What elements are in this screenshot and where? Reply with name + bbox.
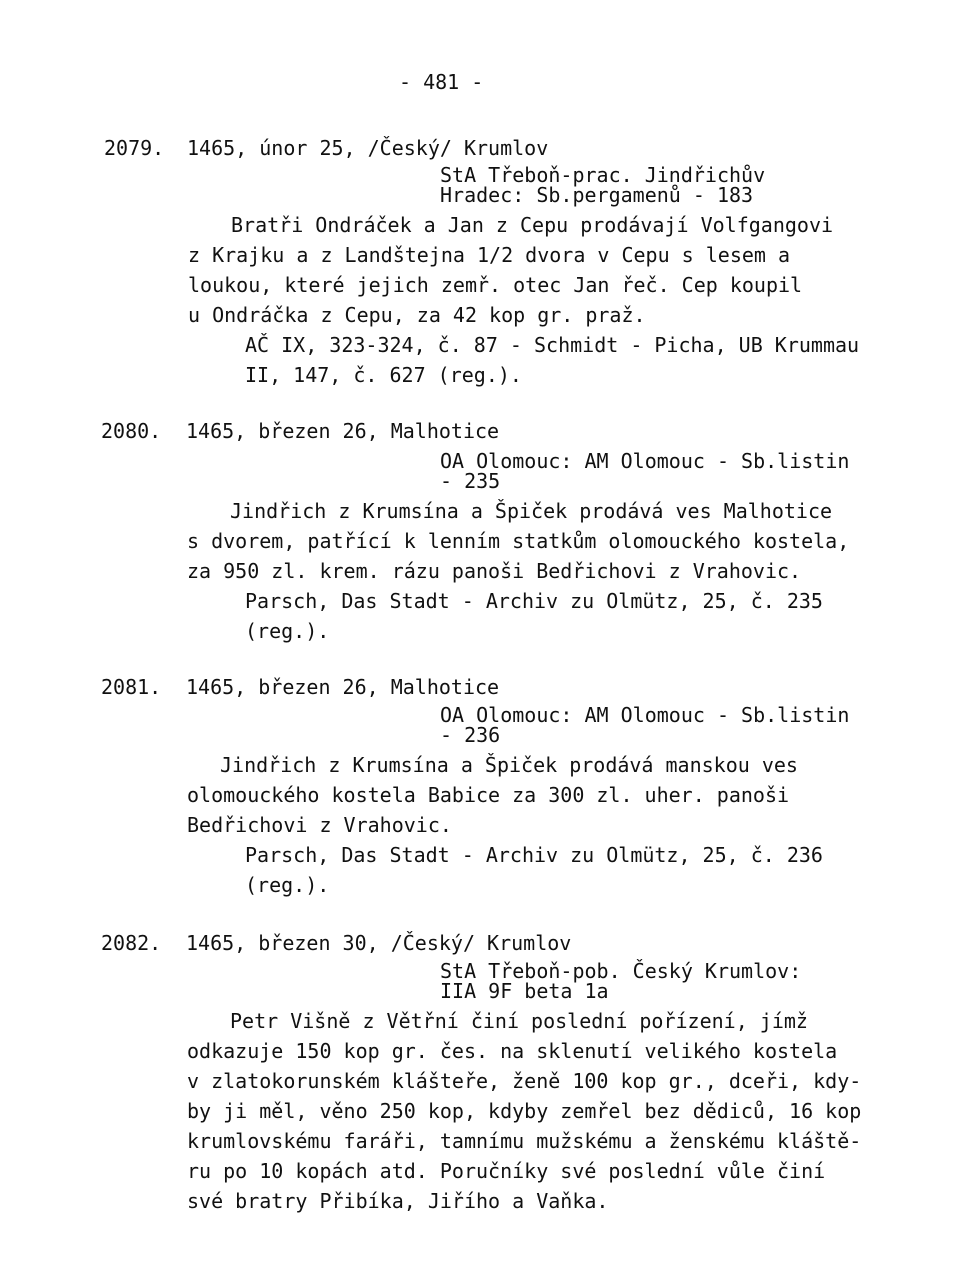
entry-ref-line: AČ IX, 323-324, č. 87 - Schmidt - Picha, UB Krummau — [245, 333, 860, 357]
entry-body-line: z Krajku a z Landštejna 1/2 dvora v Cepu s lesem a — [188, 243, 791, 267]
entry-body-line: Bratři Ondráček a Jan z Cepu prodávají Volfgangovi — [231, 213, 834, 237]
entry-source-line: OA Olomouc: AM Olomouc - Sb.listin — [440, 703, 850, 727]
entry-body-line: ru po 10 kopách atd. Poručníky své poslední vůle činí — [187, 1159, 826, 1183]
entry-source-line: OA Olomouc: AM Olomouc - Sb.listin — [440, 449, 850, 473]
entry-body-line: v zlatokorunském klášteře, ženě 100 kop gr., dceři, kdy- — [187, 1069, 862, 1093]
entry-heading: 1465, únor 25, /Český/ Krumlov — [187, 136, 549, 160]
entry-ref-line: (reg.). — [245, 873, 330, 897]
entry-body-line: za 950 zl. krem. rázu panoši Bedřichovi z Vrahovic. — [187, 559, 802, 583]
page-number: - 481 - — [399, 70, 484, 94]
entry-number: 2079. — [104, 136, 165, 160]
entry-body-line: odkazuje 150 kop gr. čes. na sklenutí velikého kostela — [187, 1039, 838, 1063]
entry-ref-line: Parsch, Das Stadt - Archiv zu Olmütz, 25, č. 236 — [245, 843, 823, 867]
entry-body-line: u Ondráčka z Cepu, za 42 kop gr. praž. — [188, 303, 646, 327]
entry-source-line: StA Třeboň-prac. Jindřichův — [440, 163, 766, 187]
entry-body-line: Petr Višně z Větřní činí poslední pořízení, jímž — [230, 1009, 808, 1033]
entry-body-line: olomouckého kostela Babice za 300 zl. uher. panoši — [187, 783, 790, 807]
entry-source-line: IIA 9F beta 1a — [440, 979, 609, 1003]
entry-body-line: Bedřichovi z Vrahovic. — [187, 813, 452, 837]
entry-body-line: Jindřich z Krumsína a Špiček prodává ves Malhotice — [230, 499, 833, 523]
entry-heading: 1465, březen 26, Malhotice — [186, 675, 500, 699]
entry-body-line: by ji měl, věno 250 kop, kdyby zemřel bez dědiců, 16 kop — [187, 1099, 862, 1123]
entry-ref-line: Parsch, Das Stadt - Archiv zu Olmütz, 25, č. 235 — [245, 589, 823, 613]
entry-number: 2082. — [101, 931, 162, 955]
entry-number: 2081. — [101, 675, 162, 699]
entry-body-line: Jindřich z Krumsína a Špiček prodává manskou ves — [220, 753, 798, 777]
entry-body-line: loukou, které jejich zemř. otec Jan řeč. Cep koupil — [188, 273, 803, 297]
entry-number: 2080. — [101, 419, 162, 443]
entry-source-line: - 236 — [440, 723, 501, 747]
entry-source-line: Hradec: Sb.pergamenů - 183 — [440, 183, 754, 207]
entry-heading: 1465, březen 30, /Český/ Krumlov — [186, 931, 572, 955]
entry-ref-line: (reg.). — [245, 619, 330, 643]
entry-body-line: své bratry Přibíka, Jiřího a Vaňka. — [187, 1189, 609, 1213]
entry-source-line: - 235 — [440, 469, 501, 493]
entry-source-line: StA Třeboň-pob. Český Krumlov: — [440, 959, 802, 983]
entry-body-line: krumlovskému faráři, tamnímu mužskému a ženskému kláště- — [187, 1129, 862, 1153]
entry-heading: 1465, březen 26, Malhotice — [186, 419, 500, 443]
entry-ref-line: II, 147, č. 627 (reg.). — [245, 363, 522, 387]
entry-body-line: s dvorem, patřící k lenním statkům olomouckého kostela, — [187, 529, 850, 553]
